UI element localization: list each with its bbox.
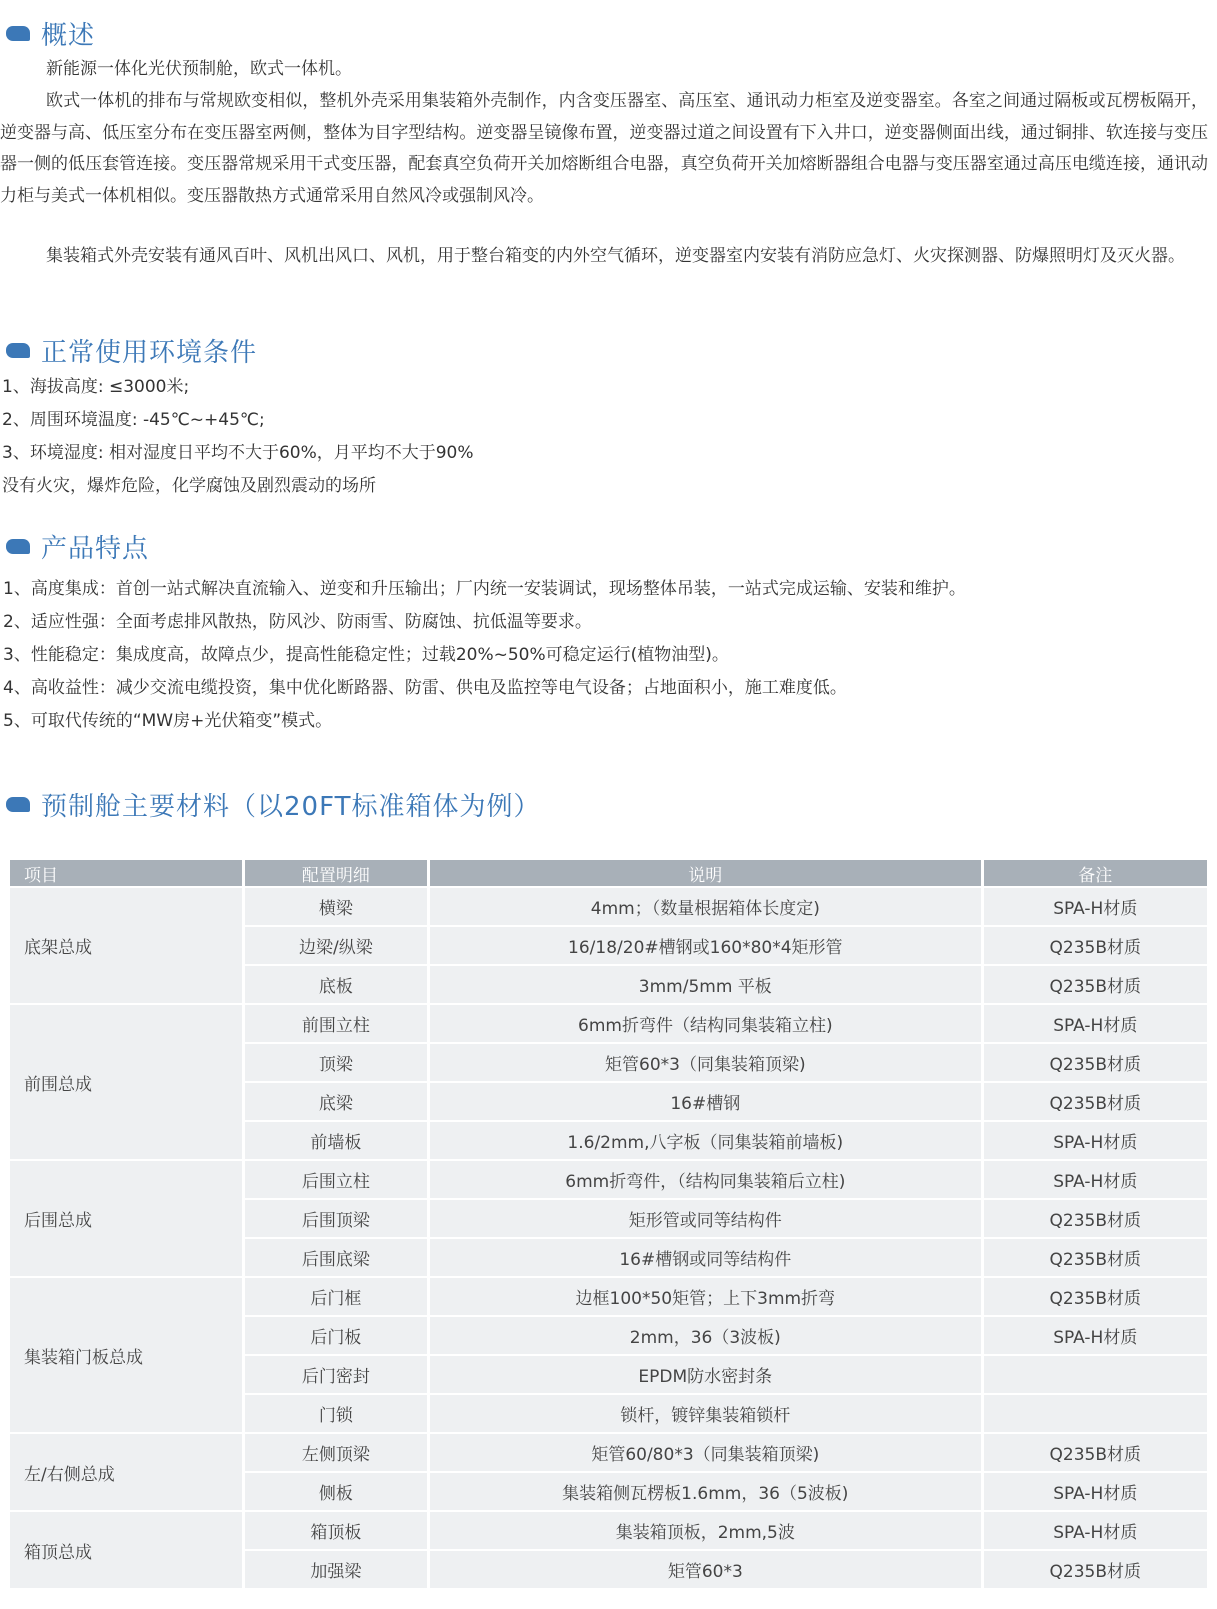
feature-item: 5、可取代传统的“MW房+光伏箱变”模式。: [3, 711, 333, 731]
description-cell: 4mm；（数量根据箱体长度定): [430, 888, 980, 925]
remark-cell: Q235B材质: [984, 927, 1207, 964]
environment-item: 2、周围环境温度: -45℃~+45℃;: [2, 410, 265, 430]
description-cell: 1.6/2mm,八字板（同集装箱前墙板): [430, 1122, 980, 1159]
config-cell: 门锁: [245, 1395, 427, 1432]
description-cell: 矩管60/80*3（同集装箱顶梁): [430, 1434, 980, 1471]
column-header-description: 说明: [430, 860, 980, 886]
description-cell: 集装箱侧瓦楞板1.6mm，36（5波板): [430, 1473, 980, 1510]
table-row: [10, 1434, 1207, 1471]
remark-cell: SPA-H材质: [984, 1317, 1207, 1354]
config-cell: 前围立柱: [245, 1005, 427, 1042]
description-cell: 矩管60*3: [430, 1551, 980, 1588]
remark-cell: Q235B材质: [984, 1551, 1207, 1588]
environment-title: 正常使用环境条件: [41, 337, 258, 368]
remark-cell: SPA-H材质: [984, 1512, 1207, 1549]
feature-item: 2、适应性强：全面考虑排风散热，防风沙、防雨雪、防腐蚀、抗低温等要求。: [3, 612, 592, 632]
materials-title: 预制舱主要材料（以20FT标准箱体为例）: [41, 791, 541, 822]
overview-paragraph-1: 新能源一体化光伏预制舱，欧式一体机。: [46, 59, 352, 79]
remark-cell: Q235B材质: [984, 1434, 1207, 1471]
column-header-config: 配置明细: [245, 860, 427, 886]
group-name: 底架总成: [10, 888, 242, 1003]
feature-item: 1、高度集成：首创一站式解决直流输入、逆变和升压输出；厂内统一安装调试，现场整体吊装，一站式完成运输、安装和维护。: [3, 579, 966, 599]
config-cell: 后门框: [245, 1278, 427, 1315]
feature-item: 4、高收益性：减少交流电缆投资，集中优化断路器、防雷、供电及监控等电气设备；占地面积小，施工难度低。: [3, 678, 847, 698]
config-cell: 加强梁: [245, 1551, 427, 1588]
description-cell: 16#槽钢或同等结构件: [430, 1239, 980, 1276]
section-marker-icon: [6, 797, 30, 812]
features-heading: [6, 528, 149, 564]
features-title: 产品特点: [41, 533, 150, 564]
table-row: [10, 1161, 1207, 1198]
remark-cell: SPA-H材质: [984, 1473, 1207, 1510]
description-cell: 矩管60*3（同集装箱顶梁): [430, 1044, 980, 1081]
config-cell: 后门板: [245, 1317, 427, 1354]
config-cell: 底梁: [245, 1083, 427, 1120]
section-marker-icon: [6, 539, 30, 554]
config-cell: 边梁/纵梁: [245, 927, 427, 964]
description-cell: 16#槽钢: [430, 1083, 980, 1120]
remark-cell: SPA-H材质: [984, 1122, 1207, 1159]
environment-item: 3、环境湿度: 相对湿度日平均不大于60%，月平均不大于90%: [2, 443, 474, 463]
materials-table: [7, 858, 1210, 1590]
table-row: [10, 888, 1207, 925]
overview-paragraph-2: 欧式一体机的排布与常规欧变相似，整机外壳采用集装箱外壳制作，内含变压器室、高压室、通讯动力柜室及逆变器室。各室之间通过隔板或瓦楞板隔开，逆变器与高、低压室分布在变压器室两侧，整体为目字型结构。逆变器呈镜像布置，逆变器过道之间设置有下入井口，逆变器侧面出线，通过铜排、软连接与变压器一侧的低压套管连接。变压器常规采用干式变压器，配套真空负荷开关加熔断组合电器，真空负荷开关加熔断器组合电器与变压器室通过高压电缆连接，通讯动力柜与美式一体机相似。变压器散热方式通常采用自然风冷或强制风冷。: [0, 91, 1208, 206]
config-cell: 底板: [245, 966, 427, 1003]
config-cell: 后围底梁: [245, 1239, 427, 1276]
config-cell: 后围顶梁: [245, 1200, 427, 1237]
config-cell: 侧板: [245, 1473, 427, 1510]
config-cell: 箱顶板: [245, 1512, 427, 1549]
environment-heading: [6, 332, 257, 368]
table-row: [10, 1512, 1207, 1549]
section-marker-icon: [6, 26, 30, 41]
remark-cell: Q235B材质: [984, 1044, 1207, 1081]
remark-cell: SPA-H材质: [984, 888, 1207, 925]
config-cell: 后门密封: [245, 1356, 427, 1393]
table-row: [10, 1278, 1207, 1315]
materials-heading: [6, 786, 540, 822]
description-cell: 边框100*50矩管；上下3mm折弯: [430, 1278, 980, 1315]
column-header-item: 项目: [10, 860, 242, 886]
description-cell: 3mm/5mm 平板: [430, 966, 980, 1003]
remark-cell: SPA-H材质: [984, 1005, 1207, 1042]
description-cell: 矩形管或同等结构件: [430, 1200, 980, 1237]
column-header-remark: 备注: [984, 860, 1207, 886]
group-name: 集装箱门板总成: [10, 1278, 242, 1432]
overview-heading: [6, 15, 95, 51]
remark-cell: SPA-H材质: [984, 1161, 1207, 1198]
overview-title: 概述: [41, 20, 96, 51]
remark-cell: Q235B材质: [984, 1278, 1207, 1315]
remark-cell: Q235B材质: [984, 1239, 1207, 1276]
table-row: [10, 1005, 1207, 1042]
remark-cell: Q235B材质: [984, 966, 1207, 1003]
group-name: 箱顶总成: [10, 1512, 242, 1588]
config-cell: 顶梁: [245, 1044, 427, 1081]
description-cell: 2mm，36（3波板): [430, 1317, 980, 1354]
table-header-row: [10, 860, 1207, 886]
description-cell: 6mm折弯件（结构同集装箱立柱): [430, 1005, 980, 1042]
remark-cell: Q235B材质: [984, 1200, 1207, 1237]
config-cell: 左侧顶梁: [245, 1434, 427, 1471]
overview-paragraph-3: 集装箱式外壳安装有通风百叶、风机出风口、风机，用于整台箱变的内外空气循环，逆变器室内安装有消防应急灯、火灾探测器、防爆照明灯及灭火器。: [46, 246, 1185, 266]
remark-cell: [984, 1395, 1207, 1432]
group-name: 前围总成: [10, 1005, 242, 1159]
config-cell: 前墙板: [245, 1122, 427, 1159]
group-name: 后围总成: [10, 1161, 242, 1276]
description-cell: 锁杆，镀锌集装箱锁杆: [430, 1395, 980, 1432]
remark-cell: Q235B材质: [984, 1083, 1207, 1120]
environment-item: 1、海拔高度: ≤3000米;: [2, 377, 190, 397]
config-cell: 后围立柱: [245, 1161, 427, 1198]
remark-cell: [984, 1356, 1207, 1393]
description-cell: 16/18/20#槽钢或160*80*4矩形管: [430, 927, 980, 964]
config-cell: 横梁: [245, 888, 427, 925]
group-name: 左/右侧总成: [10, 1434, 242, 1510]
description-cell: EPDM防水密封条: [430, 1356, 980, 1393]
description-cell: 集装箱顶板，2mm,5波: [430, 1512, 980, 1549]
description-cell: 6mm折弯件，（结构同集装箱后立柱): [430, 1161, 980, 1198]
section-marker-icon: [6, 343, 30, 358]
feature-item: 3、性能稳定：集成度高，故障点少，提高性能稳定性；过载20%~50%可稳定运行(植物油型)。: [3, 645, 729, 665]
environment-item: 没有火灾，爆炸危险，化学腐蚀及剧烈震动的场所: [2, 476, 376, 496]
